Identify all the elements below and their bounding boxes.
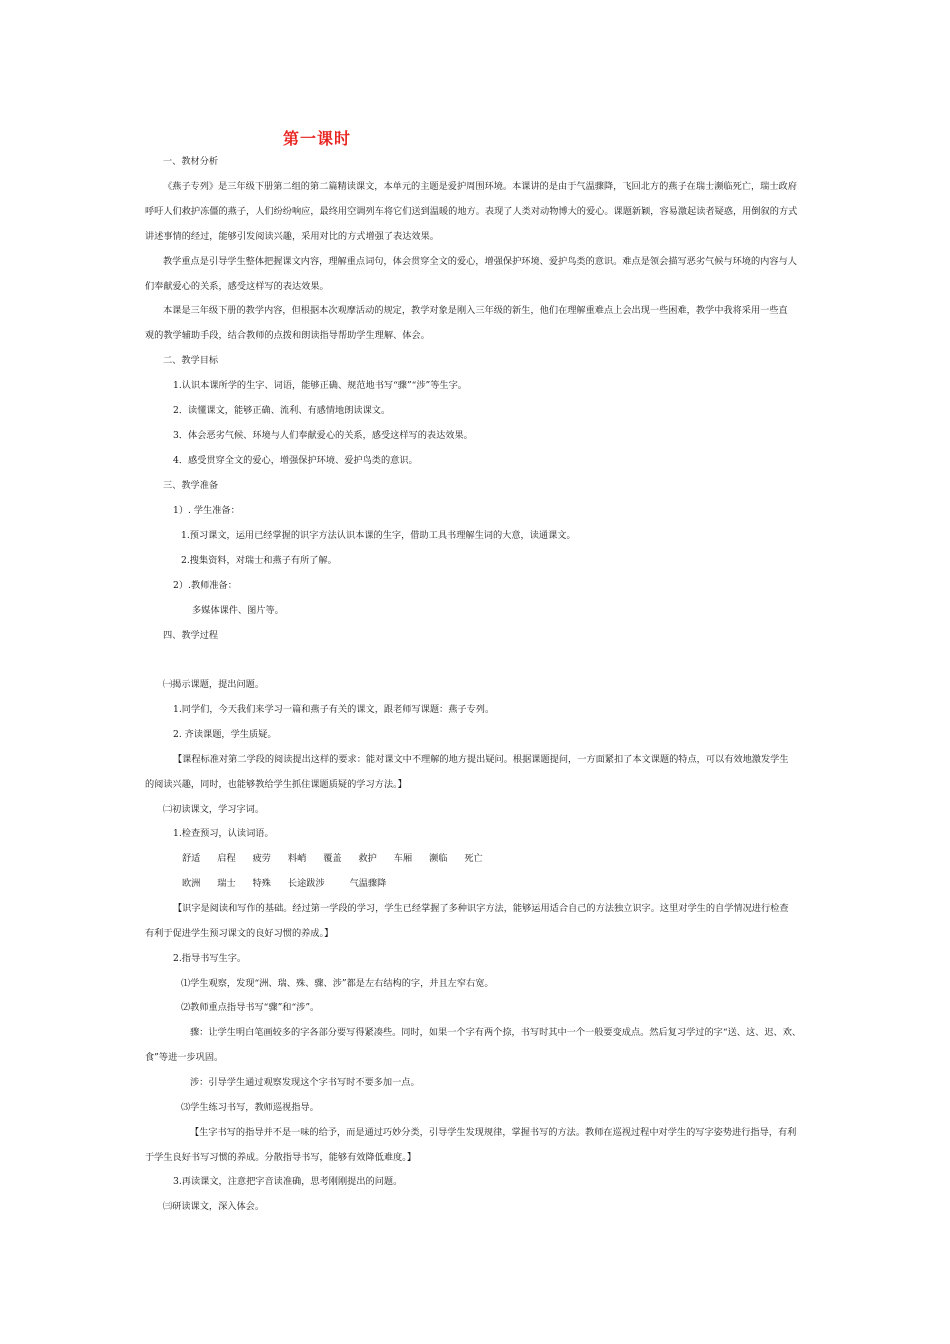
paragraph-line: 食”等进一步巩固。 <box>145 1052 224 1063</box>
vocab-word: 启程 <box>217 853 236 864</box>
note-line: 有利于促进学生预习课文的良好习惯的养成。】 <box>145 928 334 939</box>
vocab-word: 料峭 <box>287 853 307 864</box>
paragraph-line: 骤：让学生明白笔画较多的字各部分要写得紧凑些。同时，如果一个字有两个捺，书写时其中一个一般要变成点。然后复习学过的字“送、这、迟、欢、 <box>190 1027 802 1038</box>
note-line: 【课程标准对第二学段的阅读提出这样的要求：能对课文中不理解的地方提出疑问。根据课题提问，一方面紧扣了本文课题的特点，可以有效地激发学生 <box>173 754 789 765</box>
vocab-word: 濒临 <box>429 853 448 864</box>
vocab-word: 疲劳 <box>252 853 271 864</box>
heading-prep: 三、教学准备 <box>163 480 219 491</box>
process-subitem: ⑵教师重点指导书写“骤”和“涉”。 <box>181 1002 320 1013</box>
note-line: 的阅读兴趣，同时，也能够教给学生抓住课题质疑的学习方法。】 <box>145 779 407 790</box>
teacher-prep-label: 2）.教师准备： <box>173 580 237 591</box>
goal-item: 1.认识本课所学的生字、词语，能够正确、规范地书写“骤”“涉”等生字。 <box>173 380 467 391</box>
vocab-word: 死亡 <box>464 853 483 864</box>
prep-item: 1.预习课文，运用已经掌握的识字方法认识本课的生字，借助工具书理解生词的大意，读通课文。 <box>181 530 576 541</box>
process-part-label: ㈠揭示课题，提出问题。 <box>163 679 265 690</box>
prep-item: 多媒体课件、图片等。 <box>192 605 284 616</box>
vocab-word: 瑞士 <box>217 878 236 889</box>
paragraph-line: 教学重点是引导学生整体把握课文内容，理解重点词句，体会贯穿全文的爱心，增强保护环境、爱护鸟类的意识。难点是领会描写恶劣气候与环境的内容与人 <box>163 256 797 267</box>
vocab-word: 车厢 <box>393 853 413 864</box>
vocab-word: 特殊 <box>252 878 271 889</box>
paragraph-line: 涉：引导学生通过观察发现这个字书写时不要多加一点。 <box>190 1077 420 1088</box>
note-line: 于学生良好书写习惯的养成。分散指导书写，能够有效降低难度。】 <box>145 1152 417 1163</box>
goal-item: 4．感受贯穿全文的爱心，增强保护环境、爱护鸟类的意识。 <box>173 455 418 466</box>
vocab-word: 救护 <box>358 853 377 864</box>
vocab-word: 长途跋涉 <box>287 878 325 889</box>
vocab-word: 覆盖 <box>323 853 342 864</box>
word-list-row <box>182 853 497 865</box>
paragraph-line: 呼吁人们救护冻僵的燕子，人们纷纷响应，最终用空调列车将它们送到温暖的地方。表现了人类对动物博大的爱心。课题新颖，容易激起读者疑惑，用倒叙的方式 <box>145 206 798 217</box>
paragraph-line: 讲述事情的经过，能够引发阅读兴趣，采用对比的方式增强了表达效果。 <box>145 231 439 242</box>
heading-goals: 二、教学目标 <box>163 355 219 366</box>
vocab-word: 欧洲 <box>182 878 201 889</box>
paragraph-line: 观的教学辅助手段，结合教师的点拨和朗读指导帮助学生理解、体会。 <box>145 330 430 341</box>
paragraph-line: 《燕子专列》是三年级下册第二组的第二篇精读课文，本单元的主题是爱护周围环境。本课讲的是由于气温骤降，飞回北方的燕子在瑞士濒临死亡，瑞士政府 <box>163 181 797 192</box>
process-item: 2. 齐读课题，学生质疑。 <box>173 729 277 740</box>
student-prep-label: 1）. 学生准备： <box>173 505 240 516</box>
process-subitem: ⑶学生练习书写，教师巡视指导。 <box>181 1102 319 1113</box>
page-title: 第一课时 <box>283 129 352 148</box>
note-line: 【识字是阅读和写作的基础。经过第一学段的学习，学生已经掌握了多种识字方法，能够运用适合自己的方法独立识字。这里对学生的自学情况进行检查 <box>173 903 789 914</box>
word-list-row <box>182 878 400 890</box>
process-part-label: ㈡初读课文，学习字词。 <box>163 804 265 815</box>
prep-item: 2.搜集资料，对瑞士和燕子有所了解。 <box>181 555 337 566</box>
process-item: 1.检查预习，认读词语。 <box>173 828 274 839</box>
process-item: 2.指导书写生字。 <box>173 953 247 964</box>
process-subitem: ⑴学生观察，发现“洲、瑞、殊、骤、涉”都是左右结构的字，并且左窄右宽。 <box>181 978 494 989</box>
goal-item: 2．读懂课文，能够正确、流利、有感情地朗读课文。 <box>173 405 391 416</box>
goal-item: 3．体会恶劣气候、环境与人们奉献爱心的关系，感受这样写的表达效果。 <box>173 430 473 441</box>
heading-analysis: 一、教材分析 <box>163 156 219 167</box>
note-line: 【生字书写的指导并不是一味的给予，而是通过巧妙分类，引导学生发现规律，掌握书写的方法。教师在巡视过程中对学生的写字姿势进行指导，有利 <box>190 1127 797 1138</box>
process-item: 1.同学们，今天我们来学习一篇和燕子有关的课文，跟老师写课题：燕子专列。 <box>173 704 495 715</box>
vocab-word: 气温骤降 <box>349 878 387 889</box>
heading-process: 四、教学过程 <box>163 630 219 641</box>
process-part-label: ㈢研读课文，深入体会。 <box>163 1201 265 1212</box>
process-item: 3.再读课文，注意把字音读准确，思考刚刚提出的问题。 <box>173 1176 403 1187</box>
paragraph-line: 本课是三年级下册的教学内容，但根据本次观摩活动的规定，教学对象是刚入三年级的新生，他们在理解重难点上会出现一些困难，教学中我将采用一些直 <box>163 305 788 316</box>
paragraph-line: 们奉献爱心的关系，感受这样写的表达效果。 <box>145 281 329 292</box>
vocab-word: 舒适 <box>182 853 201 864</box>
